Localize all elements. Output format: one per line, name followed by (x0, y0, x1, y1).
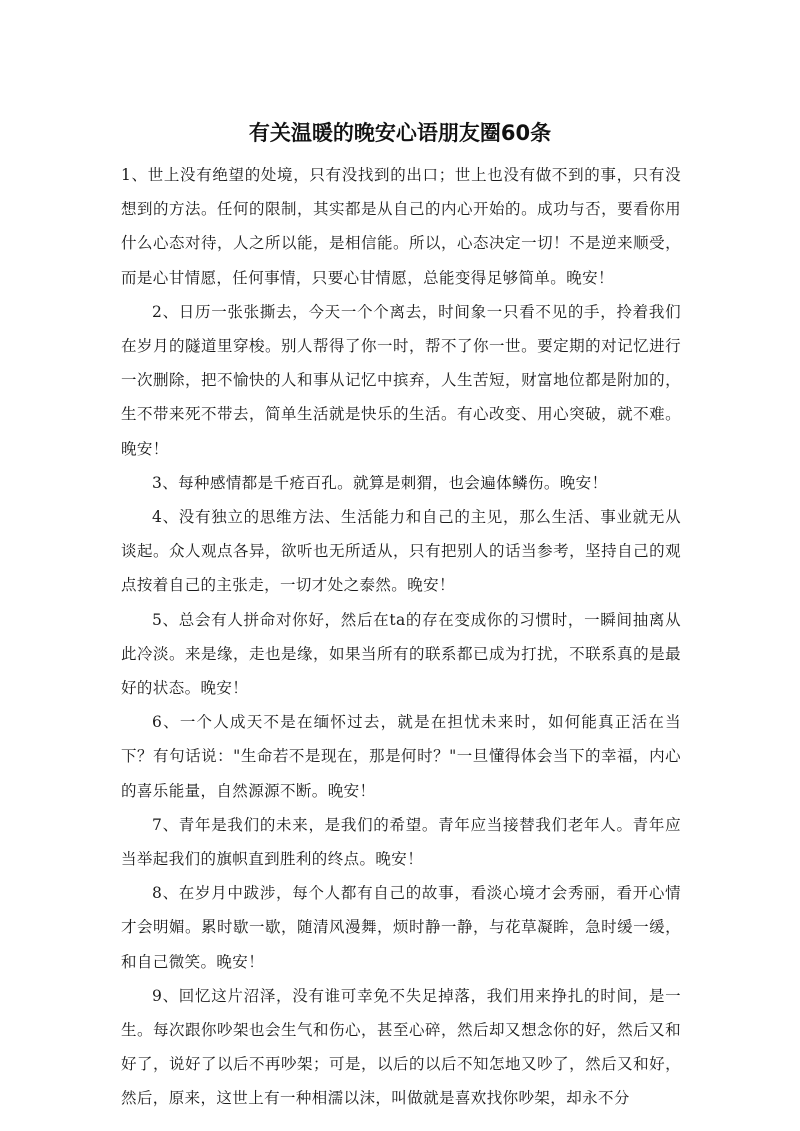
paragraph-4: 4、没有独立的思维方法、生活能力和自己的主见，那么生活、事业就无从谈起。众人观点各异，欲听也无所适从，只有把别人的话当参考，坚持自己的观点按着自己的主张走，一切才处之泰然。晚安！ (121, 508, 681, 595)
paragraph-6: 6、一个人成天不是在缅怀过去，就是在担忧未来时，如何能真正活在当下？有句话说："生命若不是现在，那是何时？"一旦懂得体会当下的幸福，内心的喜乐能量，自然源源不断。晚安！ (121, 713, 681, 800)
paragraph-8: 8、在岁月中跋涉，每个人都有自己的故事，看淡心境才会秀丽，看开心情才会明媚。累时歇一歇，随清风漫舞，烦时静一静，与花草凝眸，急时缓一缓，和自己微笑。晚安！ (121, 884, 681, 971)
paragraph-3: 3、每种感情都是千疮百孔。就算是刺猬，也会遍体鳞伤。晚安！ (152, 473, 608, 492)
paragraph-9: 9、回忆这片沼泽，没有谁可幸免不失足掉落，我们用来挣扎的时间，是一生。每次跟你吵架也会生气和伤心，甚至心碎，然后却又想念你的好，然后又和好了，说好了以后不再吵架；可是，以后的以后不知怎地又吵了，然后又和好，然后，原来，这世上有一种相濡以沫，叫做就是喜欢找你吵架，却永不分 (121, 986, 681, 1108)
paragraph-1: 1、世上没有绝望的处境，只有没找到的出口；世上也没有做不到的事，只有没想到的方法。任何的限制，其实都是从自己的内心开始的。成功与否，要看你用什么心态对待，人之所以能，是相信能。所以，心态决定一切！不是逆来顺受，而是心甘情愿，任何事情，只要心甘情愿，总能变得足够简单。晚安！ (121, 166, 681, 287)
paragraph-2: 2、日历一张张撕去，今天一个个离去，时间象一只看不见的手，拎着我们在岁月的隧道里穿梭。别人帮得了你一时，帮不了你一世。要定期的对记忆进行一次删除，把不愉快的人和事从记忆中摈弃，人生苦短，财富地位都是附加的，生不带来死不带去，简单生活就是快乐的生活。有心改变、用心突破，就不难。晚安！ (121, 302, 681, 458)
paragraph-7: 7、青年是我们的未来，是我们的希望。青年应当接替我们老年人。青年应当举起我们的旗帜直到胜利的终点。晚安！ (121, 815, 681, 869)
document-title: 有关温暖的晚安心语朋友圈60条 (248, 121, 552, 145)
document-body (121, 158, 681, 1116)
paragraph-5: 5、总会有人拼命对你好，然后在ta的存在变成你的习惯时，一瞬间抽离从此冷淡。来是缘，走也是缘，如果当所有的联系都已成为打扰，不联系真的是最好的状态。晚安！ (121, 610, 681, 698)
